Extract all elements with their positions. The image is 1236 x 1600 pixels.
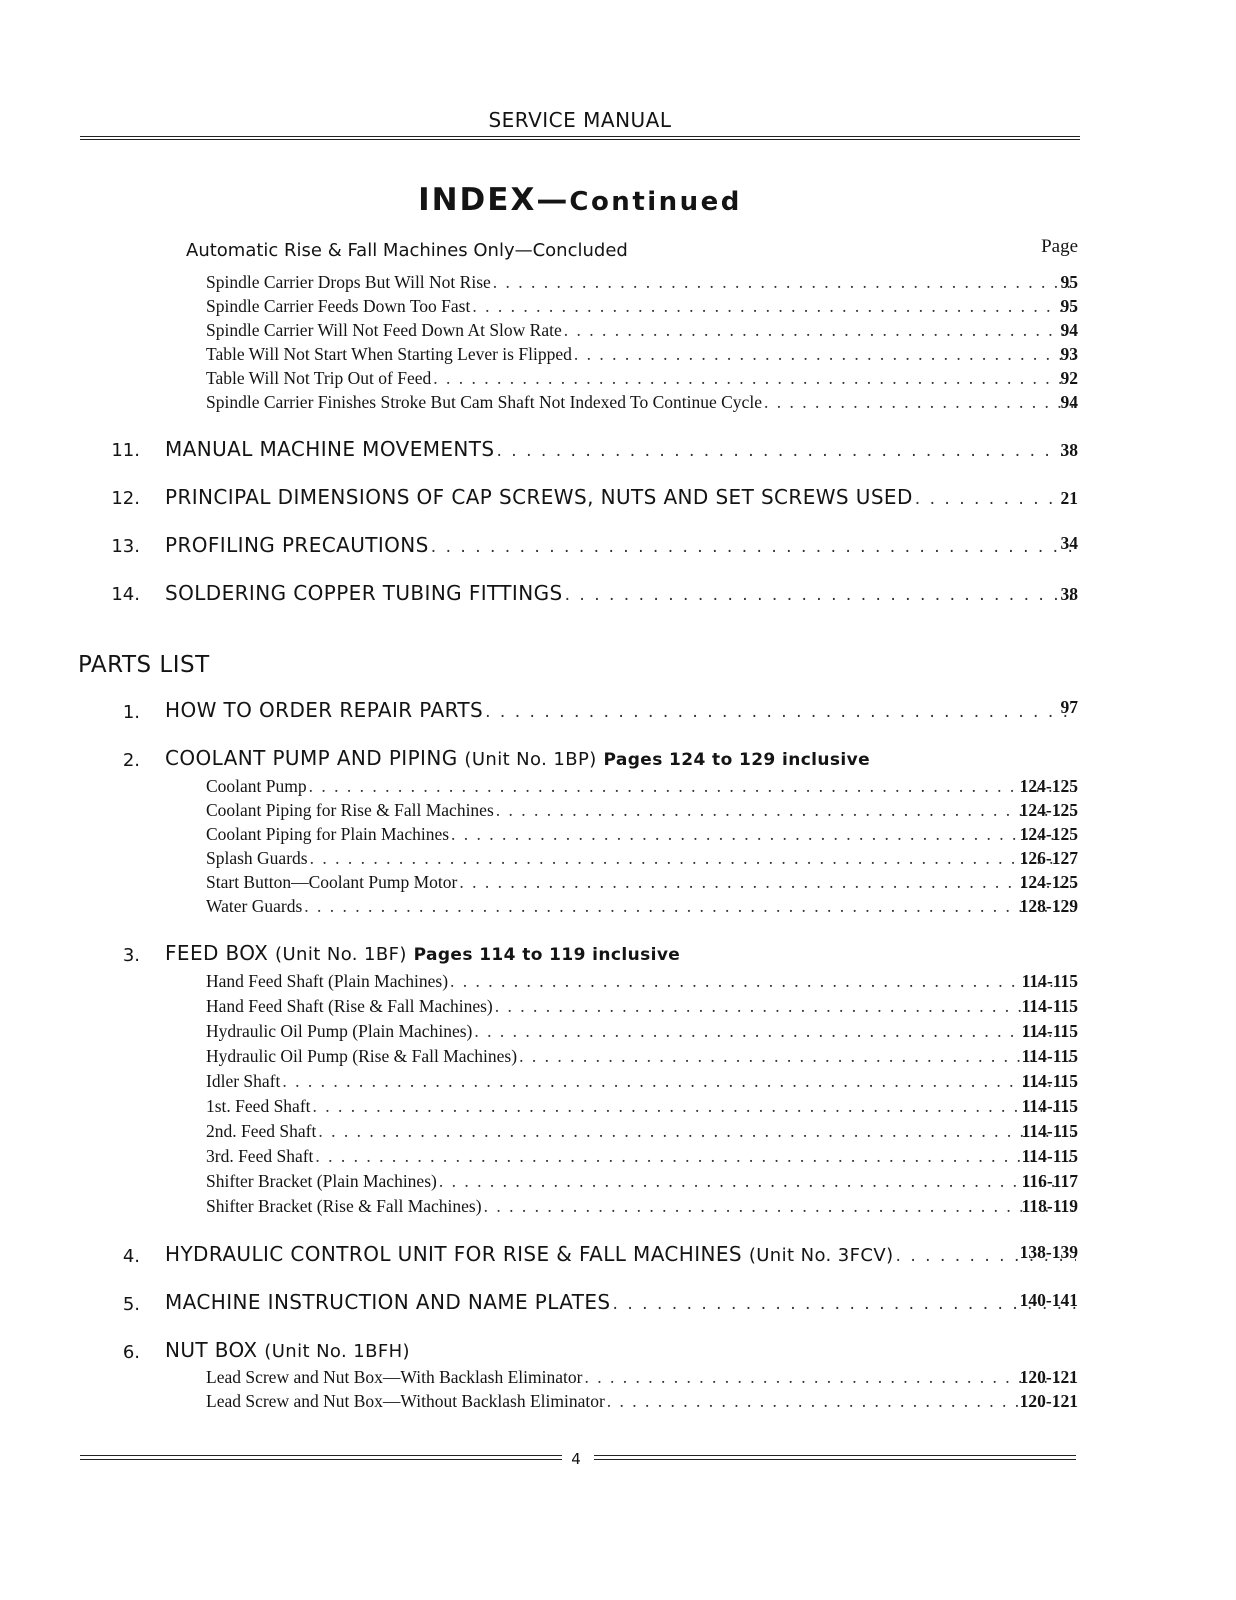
index-entry: HYDRAULIC CONTROL UNIT FOR RISE & FALL MACHINES (Unit No. 3FCV) . . . [165, 1242, 1078, 1266]
page-ref: 124-125 [1019, 872, 1078, 892]
list-item: Table Will Not Start When Starting Lever is Flipped . . . [206, 344, 1078, 368]
page-ref: 140-141 [1019, 1290, 1078, 1310]
page-ref: 120-121 [1019, 1391, 1078, 1411]
unit-number: (Unit No. 1BFH) [264, 1341, 410, 1362]
list-item: Shifter Bracket (Plain Machines) . . . [206, 1171, 1078, 1195]
page-ref: 95 [1060, 272, 1078, 292]
index-entry-heading [165, 941, 680, 965]
page-ref: 124-125 [1019, 776, 1078, 796]
page-number: 4 [566, 1450, 586, 1468]
entry-number: 6. [122, 1342, 140, 1363]
parts-list-heading: PARTS LIST [78, 652, 210, 678]
page-ref: 38 [1060, 584, 1078, 604]
page-ref: 92 [1060, 368, 1078, 388]
list-item: 3rd. Feed Shaft . . . [206, 1146, 1078, 1170]
page-ref: 114-115 [1021, 1046, 1078, 1066]
list-item: Table Will Not Trip Out of Feed . . . [206, 368, 1078, 392]
entry-label: COOLANT PUMP AND PIPING [165, 746, 458, 770]
page-ref: 138-139 [1019, 1242, 1078, 1262]
header-rule [80, 136, 1080, 137]
unit-number: (Unit No. 1BF) [275, 944, 407, 965]
entry-number: 4. [122, 1246, 140, 1267]
entry-number: 12. [111, 488, 140, 509]
header-rule [80, 139, 1080, 140]
index-entry: SOLDERING COPPER TUBING FITTINGS . . . [165, 581, 1078, 605]
list-item: Water Guards . . . [206, 896, 1078, 920]
page-ref: 114-115 [1021, 1096, 1078, 1116]
entry-number: 11. [111, 440, 140, 461]
page-ref: 114-115 [1021, 996, 1078, 1016]
page-ref: 94 [1060, 320, 1078, 340]
list-item: Hydraulic Oil Pump (Rise & Fall Machines) . . . [206, 1046, 1078, 1070]
page-range: Pages 114 to 119 inclusive [413, 945, 681, 965]
list-item: Start Button—Coolant Pump Motor . . . [206, 872, 1078, 896]
index-entry-heading [165, 1338, 410, 1362]
index-entry: MANUAL MACHINE MOVEMENTS . . . [165, 437, 1078, 461]
list-item: Lead Screw and Nut Box—With Backlash Eliminator . . . [206, 1367, 1078, 1391]
page-ref: 124-125 [1019, 800, 1078, 820]
page-ref: 94 [1060, 392, 1078, 412]
page-ref: 114-115 [1021, 1021, 1078, 1041]
page-ref: 124-125 [1019, 824, 1078, 844]
footer-rule [80, 1455, 562, 1456]
list-item: Shifter Bracket (Rise & Fall Machines) . . . [206, 1196, 1078, 1220]
list-item: Coolant Piping for Rise & Fall Machines . . . [206, 800, 1078, 824]
page-ref: 120-121 [1019, 1367, 1078, 1387]
entry-number: 1. [122, 702, 140, 723]
list-item: Spindle Carrier Drops But Will Not Rise . . . [206, 272, 1078, 296]
list-item: 2nd. Feed Shaft . . . [206, 1121, 1078, 1145]
list-item: Hand Feed Shaft (Rise & Fall Machines) . . . [206, 996, 1078, 1020]
list-item: Spindle Carrier Will Not Feed Down At Slow Rate . . . [206, 320, 1078, 344]
page-ref: 114-115 [1021, 1146, 1078, 1166]
title-suffix: Continued [569, 187, 742, 217]
page-ref: 21 [1060, 488, 1078, 508]
entry-number: 2. [122, 750, 140, 771]
section-heading: Automatic Rise & Fall Machines Only—Concluded [186, 240, 628, 261]
index-entry: HOW TO ORDER REPAIR PARTS . . . [165, 698, 1078, 722]
page-ref: 95 [1060, 296, 1078, 316]
entry-number: 14. [111, 584, 140, 605]
entry-number: 13. [111, 536, 140, 557]
list-item: Coolant Piping for Plain Machines . . . [206, 824, 1078, 848]
page-ref: 114-115 [1021, 1121, 1078, 1141]
title-main: INDEX— [418, 182, 570, 218]
page-ref: 114-115 [1021, 1071, 1078, 1091]
list-item: Idler Shaft . . . [206, 1071, 1078, 1095]
entry-label: FEED BOX [165, 941, 269, 965]
list-item: Splash Guards . . . [206, 848, 1078, 872]
list-item: Hydraulic Oil Pump (Plain Machines) . . . [206, 1021, 1078, 1045]
running-head: SERVICE MANUAL [488, 108, 672, 132]
page-ref: 114-115 [1021, 971, 1078, 991]
page-ref: 97 [1060, 697, 1078, 717]
page-ref: 116-117 [1021, 1171, 1078, 1191]
footer-rule [80, 1459, 562, 1460]
footer-rule [594, 1455, 1076, 1456]
footer-rule [594, 1459, 1076, 1460]
unit-number: (Unit No. 3FCV) [748, 1245, 894, 1266]
entry-label: NUT BOX [165, 1338, 258, 1362]
entry-number: 5. [122, 1294, 140, 1315]
page-ref: 34 [1060, 533, 1078, 553]
page-ref: 93 [1060, 344, 1078, 364]
page-ref: 128-129 [1019, 896, 1078, 916]
index-entry: PRINCIPAL DIMENSIONS OF CAP SCREWS, NUTS AND SET SCREWS USED . . . [165, 485, 1078, 509]
list-item: Spindle Carrier Finishes Stroke But Cam Shaft Not Indexed To Continue Cycle . . . [206, 392, 1078, 416]
list-item: Hand Feed Shaft (Plain Machines) . . . [206, 971, 1078, 995]
page-range: Pages 124 to 129 inclusive [603, 750, 871, 770]
page-ref: 118-119 [1021, 1196, 1078, 1216]
page-ref: 126-127 [1019, 848, 1078, 868]
list-item: Coolant Pump . . . [206, 776, 1078, 800]
unit-number: (Unit No. 1BP) [464, 749, 597, 770]
index-entry-heading [165, 746, 870, 770]
page-ref: 38 [1060, 440, 1078, 460]
page-title [80, 182, 1080, 218]
index-entry: MACHINE INSTRUCTION AND NAME PLATES . . . [165, 1290, 1078, 1314]
index-entry: PROFILING PRECAUTIONS . . . [165, 533, 1078, 557]
list-item: Lead Screw and Nut Box—Without Backlash Eliminator . . . [206, 1391, 1078, 1415]
entry-number: 3. [122, 945, 140, 966]
list-item: 1st. Feed Shaft . . . [206, 1096, 1078, 1120]
page-column-header: Page [1041, 236, 1078, 257]
list-item: Spindle Carrier Feeds Down Too Fast . . . [206, 296, 1078, 320]
